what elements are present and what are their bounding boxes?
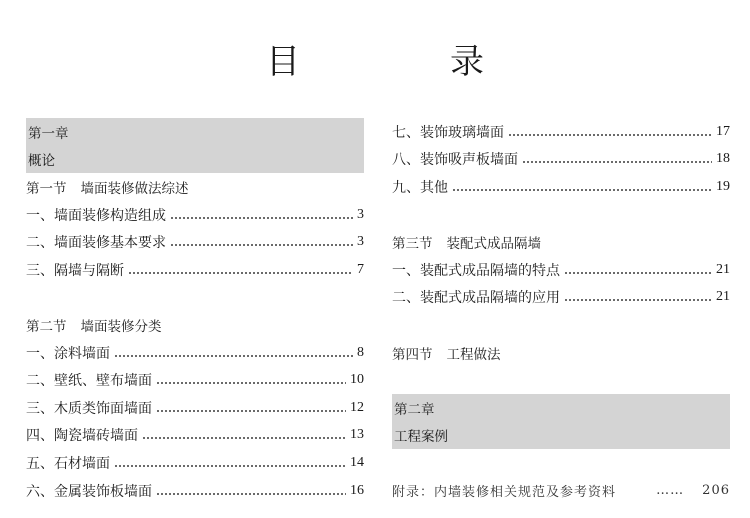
leader-dots: [170, 244, 353, 246]
toc-entry-title: 七、装饰玻璃墙面: [392, 124, 504, 141]
toc-entry[interactable]: [26, 422, 364, 450]
toc-entry[interactable]: [26, 449, 364, 477]
chapter-heading[interactable]: 第一章: [26, 118, 364, 146]
toc-entry[interactable]: [26, 394, 364, 422]
page-number: 8: [357, 344, 364, 360]
page-number: 21: [716, 261, 730, 277]
section-heading[interactable]: [26, 311, 364, 339]
section-heading[interactable]: [392, 228, 730, 256]
toc-entry-title: 九、其他: [392, 179, 448, 196]
leader-dots: [156, 493, 346, 495]
leader-dots: [142, 437, 346, 439]
page-number: 3: [357, 206, 364, 222]
section-number: 第一节: [26, 180, 67, 197]
chapter-heading[interactable]: 工程案例: [392, 422, 730, 450]
leader-dots: [508, 134, 712, 136]
toc-entry[interactable]: [26, 477, 364, 505]
spacer: [26, 284, 364, 312]
toc-entry-title: 二、装配式成品隔墙的应用: [392, 290, 560, 307]
section-heading[interactable]: [392, 339, 730, 367]
section-number: 第三节: [392, 236, 433, 253]
toc-entry[interactable]: [392, 284, 730, 312]
toc-entry-title: 一、墙面装修构造组成: [26, 207, 166, 224]
toc-entry-title: 一、涂料墙面: [26, 345, 110, 362]
toc-entry-title: 三、木质类饰面墙面: [26, 400, 152, 417]
toc-entry[interactable]: [392, 118, 730, 146]
leader-dots: [114, 355, 353, 357]
page-number: 19: [716, 178, 730, 194]
spacer: [392, 366, 730, 394]
chapter-heading[interactable]: 第二章: [392, 394, 730, 422]
section-title: 墙面装修做法综述: [80, 180, 189, 197]
page-number: 17: [716, 123, 730, 139]
section-number: 第四节: [392, 346, 433, 363]
toc-entry[interactable]: [26, 228, 364, 256]
toc-entry-title: 五、石材墙面: [26, 455, 110, 472]
spacer: [392, 201, 730, 229]
leader-dots: [128, 272, 353, 274]
leader-dots: [114, 465, 346, 467]
page-number: 14: [350, 454, 364, 470]
toc-entry[interactable]: [26, 366, 364, 394]
toc-entry-title: 八、装饰吸声板墙面: [392, 152, 518, 169]
toc-entry[interactable]: [26, 201, 364, 229]
leader-dots: [522, 161, 712, 163]
spacer: [392, 311, 730, 339]
page-number: 13: [350, 427, 364, 443]
page-number: 3: [357, 234, 364, 250]
toc-left-column: [26, 118, 364, 504]
leader-dots: [156, 382, 346, 384]
toc-entry-title: 四、陶瓷墙砖墙面: [26, 428, 138, 445]
toc-entry[interactable]: [26, 256, 364, 284]
toc-entry[interactable]: [392, 146, 730, 174]
page-number: 12: [350, 399, 364, 415]
page-number: 21: [716, 289, 730, 305]
toc-right-column: [392, 118, 730, 504]
page-number: 18: [716, 151, 730, 167]
section-title: 装配式成品隔墙: [446, 236, 541, 253]
appendix-entry[interactable]: [392, 477, 730, 505]
toc-entry-title: 六、金属装饰板墙面: [26, 483, 152, 500]
section-title: 墙面装修分类: [80, 318, 162, 335]
toc-entry[interactable]: [392, 256, 730, 284]
leader-dots: [452, 189, 712, 191]
leader-dots: [156, 410, 346, 412]
chapter-heading[interactable]: 概论: [26, 146, 364, 174]
spacer: [392, 449, 730, 477]
section-heading[interactable]: [26, 173, 364, 201]
page-number: 10: [350, 372, 364, 388]
page-number: 7: [357, 261, 364, 277]
toc-entry[interactable]: [26, 339, 364, 367]
leader-dots: [564, 299, 712, 301]
appendix-title: 附录：内墙装修相关规范及参考资料: [392, 485, 617, 501]
page-number: 206: [702, 483, 730, 499]
toc-entry-title: 一、装配式成品隔墙的特点: [392, 262, 560, 279]
page-number: 16: [350, 482, 364, 498]
toc-entry-title: 二、壁纸、壁布墙面: [26, 373, 152, 390]
leader-dots: [564, 272, 712, 274]
leader-dots: [170, 217, 353, 219]
page-title: 目 录: [266, 42, 542, 82]
leader-dots: ……: [656, 483, 685, 499]
toc-entry[interactable]: [392, 173, 730, 201]
section-title: 工程做法: [446, 346, 501, 363]
toc-entry-title: 二、墙面装修基本要求: [26, 235, 166, 252]
section-number: 第二节: [26, 318, 67, 335]
toc-entry-title: 三、隔墙与隔断: [26, 262, 124, 279]
